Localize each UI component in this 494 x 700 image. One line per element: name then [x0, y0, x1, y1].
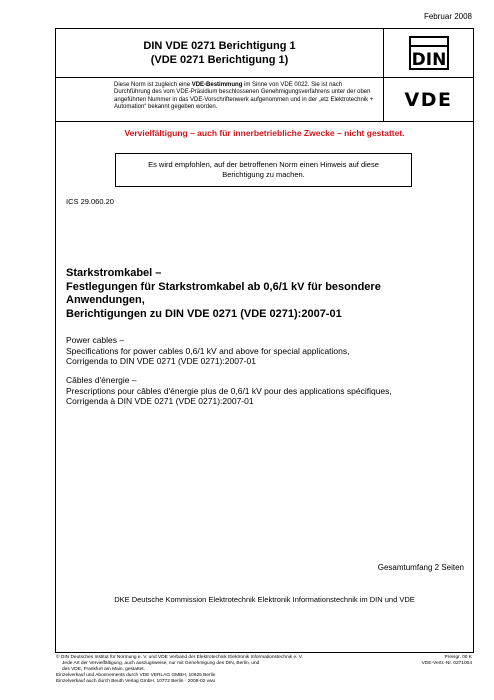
title-de-line: Anwendungen, — [66, 294, 145, 306]
footer-line: des VDE, Frankfurt am Main, gestattet. — [62, 667, 145, 672]
vde-order-number: VDE-Vertr.-Nr. 0271004 — [421, 661, 472, 666]
note-rest: im Sinne von VDE 0022. Sie ist nach Durchführung des vom VDE-Präsidium beschlossenen Genehmigungsverfahrens unter der oben angeführten Nummer in das VDE-Vorschriftenwerk aufgenommen und in der „etz Elektrotechnik + Automation“ bekannt gegeben worden. — [114, 82, 374, 111]
title-de-line: Berichtigungen zu DIN VDE 0271 (VDE 0271):2007-01 — [66, 307, 342, 320]
note-prefix: Diese Norm ist zugleich eine — [114, 82, 192, 88]
document-title-block — [56, 29, 384, 78]
price-footer — [392, 655, 472, 667]
committee-name: DKE Deutsche Kommission Elektrotechnik Elektronik Informationstechnik im DIN und VDE — [114, 595, 415, 604]
din-logo — [384, 29, 473, 78]
title-de-line: Starkstromkabel – — [66, 267, 162, 279]
title-en-line: Specifications for power cables 0,6/1 kV and above for special applications, — [66, 345, 350, 356]
title-german — [66, 267, 466, 321]
vde-logo-text: VDE — [404, 88, 453, 111]
vde-logo — [384, 78, 473, 122]
footer-line: © DIN Deutsches Institut für Normung e. V. und VDE Verband der Elektrotechnik Elektronik Informationstechnik e. V. — [56, 655, 303, 660]
copyright-footer — [56, 655, 386, 685]
din-logo-icon — [409, 36, 449, 70]
footer-line: Einzelverkauf und Abonnements durch VDE VERLAG GMBH, 10625 Berlin — [56, 673, 216, 678]
recommendation-notice: Es wird empfohlen, auf der betroffenen Norm einen Hinweis auf diese Berichtigung zu machen. — [115, 153, 412, 187]
din-logo-text: DIN — [411, 50, 446, 70]
copy-warning: Vervielfältigung – auch für innerbetriebliche Zwecke – nicht gestattet. — [124, 128, 405, 138]
title-fr-line: Câbles d'énergie – — [66, 375, 137, 385]
title-fr-line: Prescriptions pour câbles d'énergie plus de 0,6/1 kV pour des applications spécifiques, — [66, 385, 392, 396]
title-english — [66, 335, 466, 367]
publication-date: Februar 2008 — [423, 12, 472, 21]
document-title: DIN VDE 0271 Berichtigung 1 — [143, 40, 296, 52]
title-fr-line: Corrigenda à DIN VDE 0271 (VDE 0271):2007-01 — [66, 396, 254, 406]
title-en-line: Corrigenda to DIN VDE 0271 (VDE 0271):2007-01 — [66, 356, 256, 366]
footer-line: Jede Art der Vervielfältigung, auch auszugsweise, nur mit Genehmigung des DIN, Berlin, und — [62, 661, 260, 666]
note-bold: VDE-Bestimmung — [191, 82, 243, 88]
vde-regulation-note — [56, 78, 384, 122]
footer-line: Einzelverkauf auch durch Beuth Verlag GmbH, 10772 Berlin · 2008-02 vwu — [56, 679, 216, 684]
title-en-line: Power cables – — [66, 335, 125, 345]
title-french — [66, 375, 466, 407]
price-group: Preisgr. 00 K — [444, 655, 472, 660]
ics-code: ICS 29.060.20 — [66, 197, 114, 206]
document-subtitle: (VDE 0271 Berichtigung 1) — [150, 54, 289, 66]
total-pages: Gesamtumfang 2 Seiten — [377, 563, 464, 572]
title-de-line: Festlegungen für Starkstromkabel ab 0,6/1 kV für besondere — [66, 280, 381, 293]
